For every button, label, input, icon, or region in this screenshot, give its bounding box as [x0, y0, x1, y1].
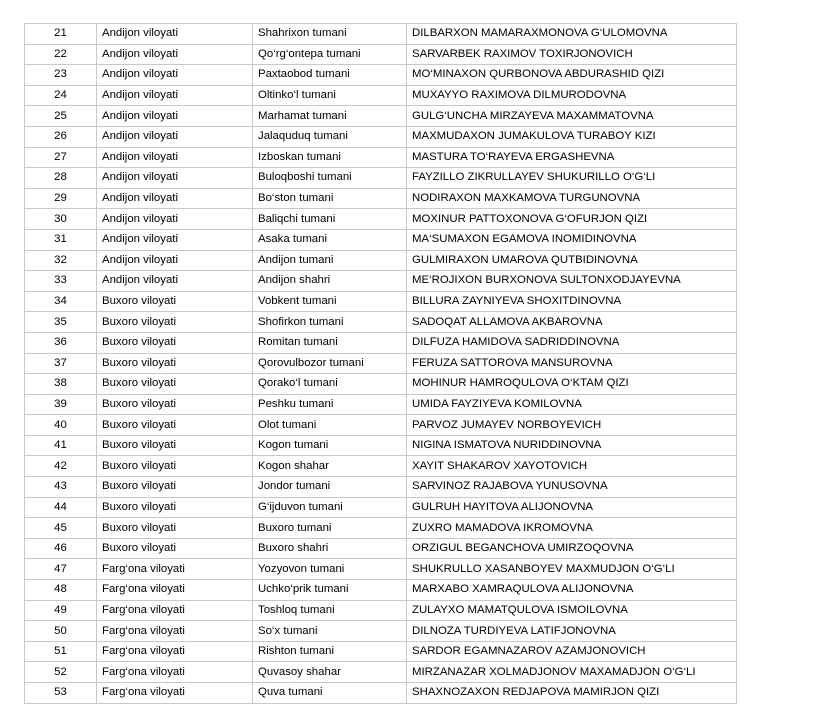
- region-cell: Andijon viloyati: [97, 126, 253, 147]
- district-cell: Kogon shahar: [253, 456, 407, 477]
- table-row: [25, 291, 737, 312]
- person-name-cell: ME‘ROJIXON BURXONOVA SULTONXODJAYEVNA: [407, 271, 737, 292]
- table-row: [25, 621, 737, 642]
- region-cell: Farg‘ona viloyati: [97, 600, 253, 621]
- person-name-cell: MA‘SUMAXON EGAMOVA INOMIDINOVNA: [407, 229, 737, 250]
- table-row: [25, 600, 737, 621]
- row-number: 46: [25, 538, 97, 559]
- table-row: [25, 683, 737, 704]
- person-name-cell: XAYIT SHAKAROV XAYOTOVICH: [407, 456, 737, 477]
- region-cell: Buxoro viloyati: [97, 518, 253, 539]
- person-name-cell: MIRZANAZAR XOLMADJONOV MAXAMADJON O‘G‘LI: [407, 662, 737, 683]
- person-name-cell: ORZIGUL BEGANCHOVA UMIRZOQOVNA: [407, 538, 737, 559]
- district-cell: Romitan tumani: [253, 332, 407, 353]
- region-cell: Buxoro viloyati: [97, 456, 253, 477]
- district-cell: Baliqchi tumani: [253, 209, 407, 230]
- person-name-cell: PARVOZ JUMAYEV NORBOYEVICH: [407, 415, 737, 436]
- row-number: 22: [25, 44, 97, 65]
- table-row: [25, 415, 737, 436]
- table-row: [25, 456, 737, 477]
- region-cell: Farg‘ona viloyati: [97, 621, 253, 642]
- region-cell: Andijon viloyati: [97, 147, 253, 168]
- person-name-cell: BILLURA ZAYNIYEVA SHOXITDINOVNA: [407, 291, 737, 312]
- district-cell: Buxoro tumani: [253, 518, 407, 539]
- region-cell: Andijon viloyati: [97, 85, 253, 106]
- region-cell: Buxoro viloyati: [97, 312, 253, 333]
- person-name-cell: NODIRAXON MAXKAMOVA TURGUNOVNA: [407, 188, 737, 209]
- person-name-cell: NIGINA ISMATOVA NURIDDINOVNA: [407, 435, 737, 456]
- region-cell: Farg‘ona viloyati: [97, 662, 253, 683]
- row-number: 40: [25, 415, 97, 436]
- district-cell: Shahrixon tumani: [253, 24, 407, 45]
- district-cell: Uchko‘prik tumani: [253, 580, 407, 601]
- row-number: 21: [25, 24, 97, 45]
- region-cell: Buxoro viloyati: [97, 538, 253, 559]
- row-number: 49: [25, 600, 97, 621]
- district-cell: Jalaquduq tumani: [253, 126, 407, 147]
- district-cell: Izboskan tumani: [253, 147, 407, 168]
- district-cell: Andijon shahri: [253, 271, 407, 292]
- region-cell: Andijon viloyati: [97, 229, 253, 250]
- roster-table: [24, 23, 737, 704]
- person-name-cell: SHAXNOZAXON REDJAPOVA MAMIRJON QIZI: [407, 683, 737, 704]
- district-cell: Buloqboshi tumani: [253, 168, 407, 189]
- district-cell: Peshku tumani: [253, 394, 407, 415]
- table-row: [25, 435, 737, 456]
- row-number: 39: [25, 394, 97, 415]
- row-number: 52: [25, 662, 97, 683]
- region-cell: Farg‘ona viloyati: [97, 683, 253, 704]
- region-cell: Buxoro viloyati: [97, 435, 253, 456]
- person-name-cell: MO‘MINAXON QURBONOVA ABDURASHID QIZI: [407, 65, 737, 86]
- person-name-cell: DILNOZA TURDIYEVA LATIFJONOVNA: [407, 621, 737, 642]
- table-row: [25, 662, 737, 683]
- region-cell: Andijon viloyati: [97, 209, 253, 230]
- table-row: [25, 209, 737, 230]
- table-row: [25, 229, 737, 250]
- person-name-cell: MOHINUR HAMROQULOVA O‘KTAM QIZI: [407, 374, 737, 395]
- person-name-cell: ZUXRO MAMADOVA IKROMOVNA: [407, 518, 737, 539]
- district-cell: Paxtaobod tumani: [253, 65, 407, 86]
- region-cell: Farg‘ona viloyati: [97, 580, 253, 601]
- table-row: [25, 44, 737, 65]
- table-row: [25, 126, 737, 147]
- row-number: 31: [25, 229, 97, 250]
- row-number: 48: [25, 580, 97, 601]
- table-row: [25, 497, 737, 518]
- row-number: 41: [25, 435, 97, 456]
- district-cell: Kogon tumani: [253, 435, 407, 456]
- row-number: 38: [25, 374, 97, 395]
- table-row: [25, 353, 737, 374]
- district-cell: Olot tumani: [253, 415, 407, 436]
- row-number: 37: [25, 353, 97, 374]
- region-cell: Buxoro viloyati: [97, 332, 253, 353]
- region-cell: Andijon viloyati: [97, 250, 253, 271]
- region-cell: Andijon viloyati: [97, 168, 253, 189]
- roster-table-body: [25, 24, 737, 704]
- person-name-cell: FAYZILLO ZIKRULLAYEV SHUKURILLO O‘G‘LI: [407, 168, 737, 189]
- region-cell: Buxoro viloyati: [97, 415, 253, 436]
- region-cell: Andijon viloyati: [97, 271, 253, 292]
- table-row: [25, 538, 737, 559]
- person-name-cell: SARVARBEK RAXIMOV TOXIRJONOVICH: [407, 44, 737, 65]
- row-number: 26: [25, 126, 97, 147]
- table-row: [25, 559, 737, 580]
- district-cell: Vobkent tumani: [253, 291, 407, 312]
- person-name-cell: ZULAYXO MAMATQULOVA ISMOILOVNA: [407, 600, 737, 621]
- district-cell: Qo‘rg‘ontepa tumani: [253, 44, 407, 65]
- district-cell: Qorako‘l tumani: [253, 374, 407, 395]
- person-name-cell: UMIDA FAYZIYEVA KOMILOVNA: [407, 394, 737, 415]
- row-number: 42: [25, 456, 97, 477]
- table-row: [25, 580, 737, 601]
- district-cell: Toshloq tumani: [253, 600, 407, 621]
- district-cell: Qorovulbozor tumani: [253, 353, 407, 374]
- table-row: [25, 271, 737, 292]
- district-cell: Andijon tumani: [253, 250, 407, 271]
- row-number: 27: [25, 147, 97, 168]
- row-number: 28: [25, 168, 97, 189]
- row-number: 50: [25, 621, 97, 642]
- row-number: 25: [25, 106, 97, 127]
- table-row: [25, 250, 737, 271]
- district-cell: Buxoro shahri: [253, 538, 407, 559]
- region-cell: Farg‘ona viloyati: [97, 559, 253, 580]
- person-name-cell: DILFUZA HAMIDOVA SADRIDDINOVNA: [407, 332, 737, 353]
- row-number: 53: [25, 683, 97, 704]
- person-name-cell: MOXINUR PATTOXONOVA G‘OFURJON QIZI: [407, 209, 737, 230]
- person-name-cell: DILBARXON MAMARAXMONOVA G‘ULOMOVNA: [407, 24, 737, 45]
- row-number: 35: [25, 312, 97, 333]
- row-number: 47: [25, 559, 97, 580]
- person-name-cell: SARVINOZ RAJABOVA YUNUSOVNA: [407, 477, 737, 498]
- region-cell: Buxoro viloyati: [97, 353, 253, 374]
- row-number: 36: [25, 332, 97, 353]
- person-name-cell: MAXMUDAXON JUMAKULOVA TURABOY KIZI: [407, 126, 737, 147]
- district-cell: G‘ijduvon tumani: [253, 497, 407, 518]
- table-row: [25, 518, 737, 539]
- person-name-cell: FERUZA SATTOROVA MANSUROVNA: [407, 353, 737, 374]
- region-cell: Andijon viloyati: [97, 24, 253, 45]
- row-number: 24: [25, 85, 97, 106]
- table-row: [25, 85, 737, 106]
- district-cell: Rishton tumani: [253, 641, 407, 662]
- district-cell: Marhamat tumani: [253, 106, 407, 127]
- row-number: 33: [25, 271, 97, 292]
- row-number: 29: [25, 188, 97, 209]
- table-row: [25, 65, 737, 86]
- person-name-cell: MUXAYYO RAXIMOVA DILMURODOVNA: [407, 85, 737, 106]
- table-row: [25, 188, 737, 209]
- district-cell: Yozyovon tumani: [253, 559, 407, 580]
- person-name-cell: SARDOR EGAMNAZAROV AZAMJONOVICH: [407, 641, 737, 662]
- row-number: 34: [25, 291, 97, 312]
- person-name-cell: MARXABO XAMRAQULOVA ALIJONOVNA: [407, 580, 737, 601]
- region-cell: Andijon viloyati: [97, 106, 253, 127]
- region-cell: Buxoro viloyati: [97, 291, 253, 312]
- person-name-cell: GULRUH HAYITOVA ALIJONOVNA: [407, 497, 737, 518]
- region-cell: Farg‘ona viloyati: [97, 641, 253, 662]
- person-name-cell: GULMIRAXON UMAROVA QUTBIDINOVNA: [407, 250, 737, 271]
- row-number: 51: [25, 641, 97, 662]
- row-number: 44: [25, 497, 97, 518]
- row-number: 23: [25, 65, 97, 86]
- region-cell: Buxoro viloyati: [97, 477, 253, 498]
- region-cell: Andijon viloyati: [97, 188, 253, 209]
- table-row: [25, 24, 737, 45]
- row-number: 43: [25, 477, 97, 498]
- district-cell: So‘x tumani: [253, 621, 407, 642]
- table-row: [25, 106, 737, 127]
- district-cell: Bo‘ston tumani: [253, 188, 407, 209]
- district-cell: Jondor tumani: [253, 477, 407, 498]
- person-name-cell: SADOQAT ALLAMOVA AKBAROVNA: [407, 312, 737, 333]
- table-row: [25, 394, 737, 415]
- table-row: [25, 641, 737, 662]
- person-name-cell: GULG‘UNCHA MIRZAYEVA MAXAMMATOVNA: [407, 106, 737, 127]
- district-cell: Shofirkon tumani: [253, 312, 407, 333]
- table-row: [25, 168, 737, 189]
- row-number: 30: [25, 209, 97, 230]
- row-number: 32: [25, 250, 97, 271]
- row-number: 45: [25, 518, 97, 539]
- district-cell: Quva tumani: [253, 683, 407, 704]
- region-cell: Buxoro viloyati: [97, 394, 253, 415]
- region-cell: Andijon viloyati: [97, 44, 253, 65]
- person-name-cell: SHUKRULLO XASANBOYEV MAXMUDJON O‘G‘LI: [407, 559, 737, 580]
- region-cell: Buxoro viloyati: [97, 374, 253, 395]
- table-row: [25, 147, 737, 168]
- district-cell: Oltinko‘l tumani: [253, 85, 407, 106]
- district-cell: Quvasoy shahar: [253, 662, 407, 683]
- table-row: [25, 332, 737, 353]
- district-cell: Asaka tumani: [253, 229, 407, 250]
- person-name-cell: MASTURA TO‘RAYEVA ERGASHEVNA: [407, 147, 737, 168]
- region-cell: Andijon viloyati: [97, 65, 253, 86]
- table-row: [25, 312, 737, 333]
- table-row: [25, 374, 737, 395]
- region-cell: Buxoro viloyati: [97, 497, 253, 518]
- table-row: [25, 477, 737, 498]
